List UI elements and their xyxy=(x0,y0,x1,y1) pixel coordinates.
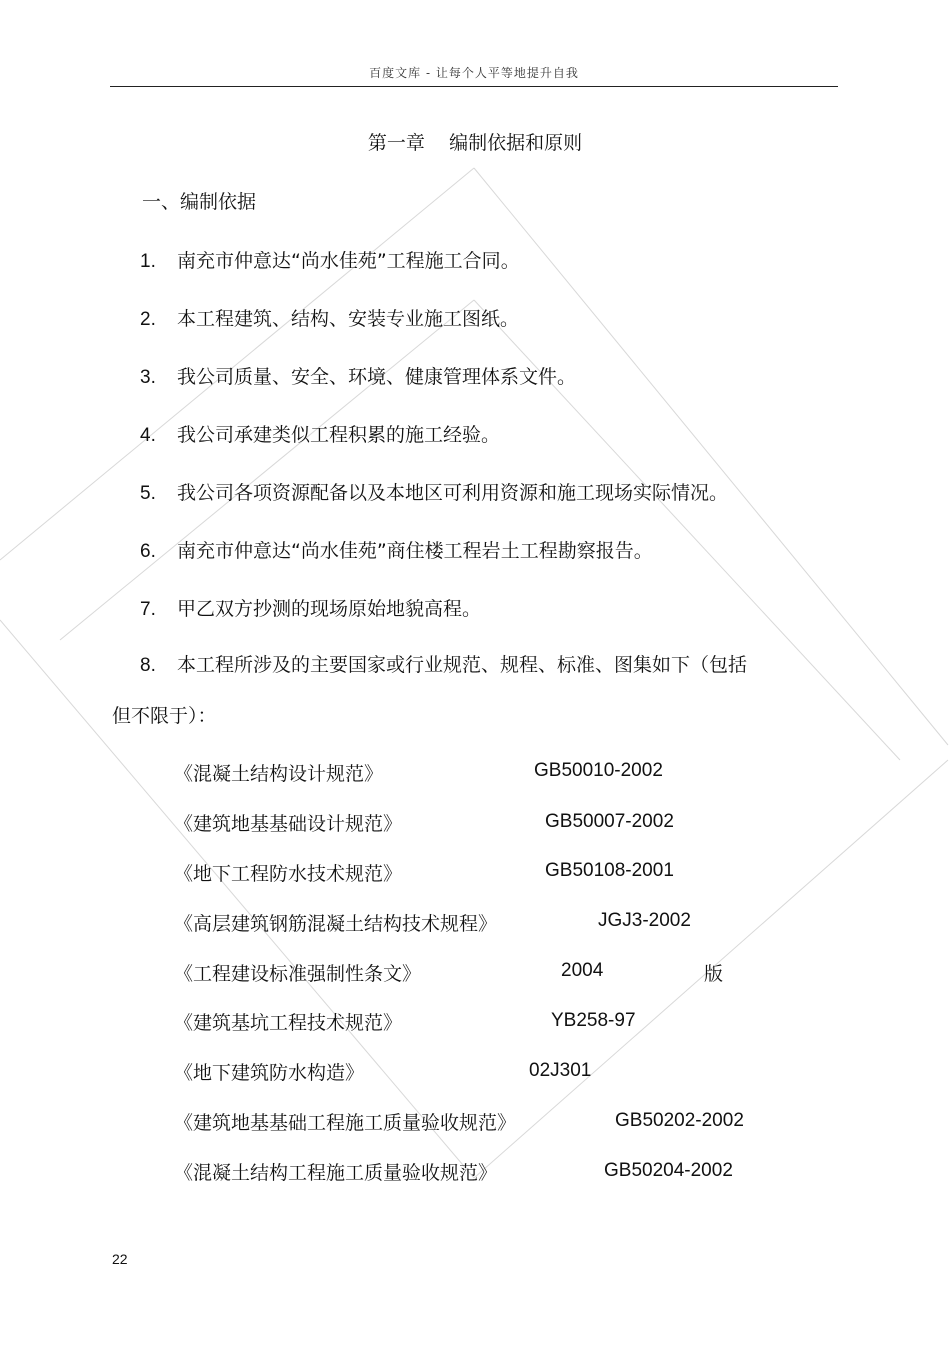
item-number: 3. xyxy=(140,367,156,388)
item-number: 2. xyxy=(140,309,156,330)
basis-item xyxy=(140,246,520,273)
item-text: 甲乙双方抄测的现场原始地貌高程。 xyxy=(177,598,482,620)
basis-item xyxy=(140,420,500,447)
header-rule xyxy=(110,86,838,87)
item-text: 本工程所涉及的主要国家或行业规范、规程、标准、图集如下（包括 xyxy=(177,654,748,676)
item-text: 我公司质量、安全、环境、健康管理体系文件。 xyxy=(177,366,577,388)
standard-name: 《高层建筑钢筋混凝土结构技术规程》 xyxy=(174,913,498,935)
item-text: 本工程建筑、结构、安装专业施工图纸。 xyxy=(177,308,520,330)
page-header: 百度文库 - 让每个人平等地提升自我 xyxy=(369,66,579,80)
item-continuation: 但不限于）： xyxy=(112,705,217,727)
basis-item xyxy=(140,650,747,677)
item-number: 4. xyxy=(140,425,156,446)
item-number: 5. xyxy=(140,483,156,504)
item-number: 1. xyxy=(140,251,156,272)
item-text: 南充市仲意达“尚水佳苑”工程施工合同。 xyxy=(177,250,520,272)
standard-code: 2004 xyxy=(561,960,604,981)
item-text: 我公司承建类似工程积累的施工经验。 xyxy=(177,424,501,446)
standard-name: 《地下建筑防水构造》 xyxy=(174,1062,365,1084)
item-text: 南充市仲意达“尚水佳苑”商住楼工程岩土工程勘察报告。 xyxy=(177,540,653,562)
item-number: 8. xyxy=(140,655,156,676)
standard-name: 《建筑基坑工程技术规范》 xyxy=(174,1012,403,1034)
basis-item xyxy=(140,304,519,331)
item-number: 6. xyxy=(140,541,156,562)
standard-code: GB50108-2001 xyxy=(545,860,674,881)
standard-name: 《混凝土结构工程施工质量验收规范》 xyxy=(174,1162,498,1184)
standard-code: JGJ3-2002 xyxy=(598,910,691,931)
standard-name: 《建筑地基基础工程施工质量验收规范》 xyxy=(174,1112,517,1134)
standard-name: 《混凝土结构设计规范》 xyxy=(174,763,384,785)
basis-item xyxy=(140,362,576,389)
basis-item xyxy=(140,536,653,563)
item-number: 7. xyxy=(140,599,156,620)
basis-item xyxy=(140,594,481,621)
standard-code: GB50007-2002 xyxy=(545,811,674,832)
standard-code: YB258-97 xyxy=(551,1010,636,1031)
standard-code: GB50204-2002 xyxy=(604,1160,733,1181)
standard-name: 《建筑地基基础设计规范》 xyxy=(174,813,403,835)
page-number: 22 xyxy=(112,1251,128,1267)
standard-code: GB50010-2002 xyxy=(534,760,663,781)
standard-code: GB50202-2002 xyxy=(615,1110,744,1131)
item-text: 我公司各项资源配备以及本地区可利用资源和施工现场实际情况。 xyxy=(177,482,729,504)
basis-item xyxy=(140,478,728,505)
chapter-title: 第一章 编制依据和原则 xyxy=(367,132,583,154)
standard-suffix: 版 xyxy=(704,964,724,985)
standard-name: 《工程建设标准强制性条文》 xyxy=(174,963,422,985)
standard-code: 02J301 xyxy=(529,1060,592,1081)
standard-name: 《地下工程防水技术规范》 xyxy=(174,863,403,885)
section-heading: 一、编制依据 xyxy=(142,191,257,213)
